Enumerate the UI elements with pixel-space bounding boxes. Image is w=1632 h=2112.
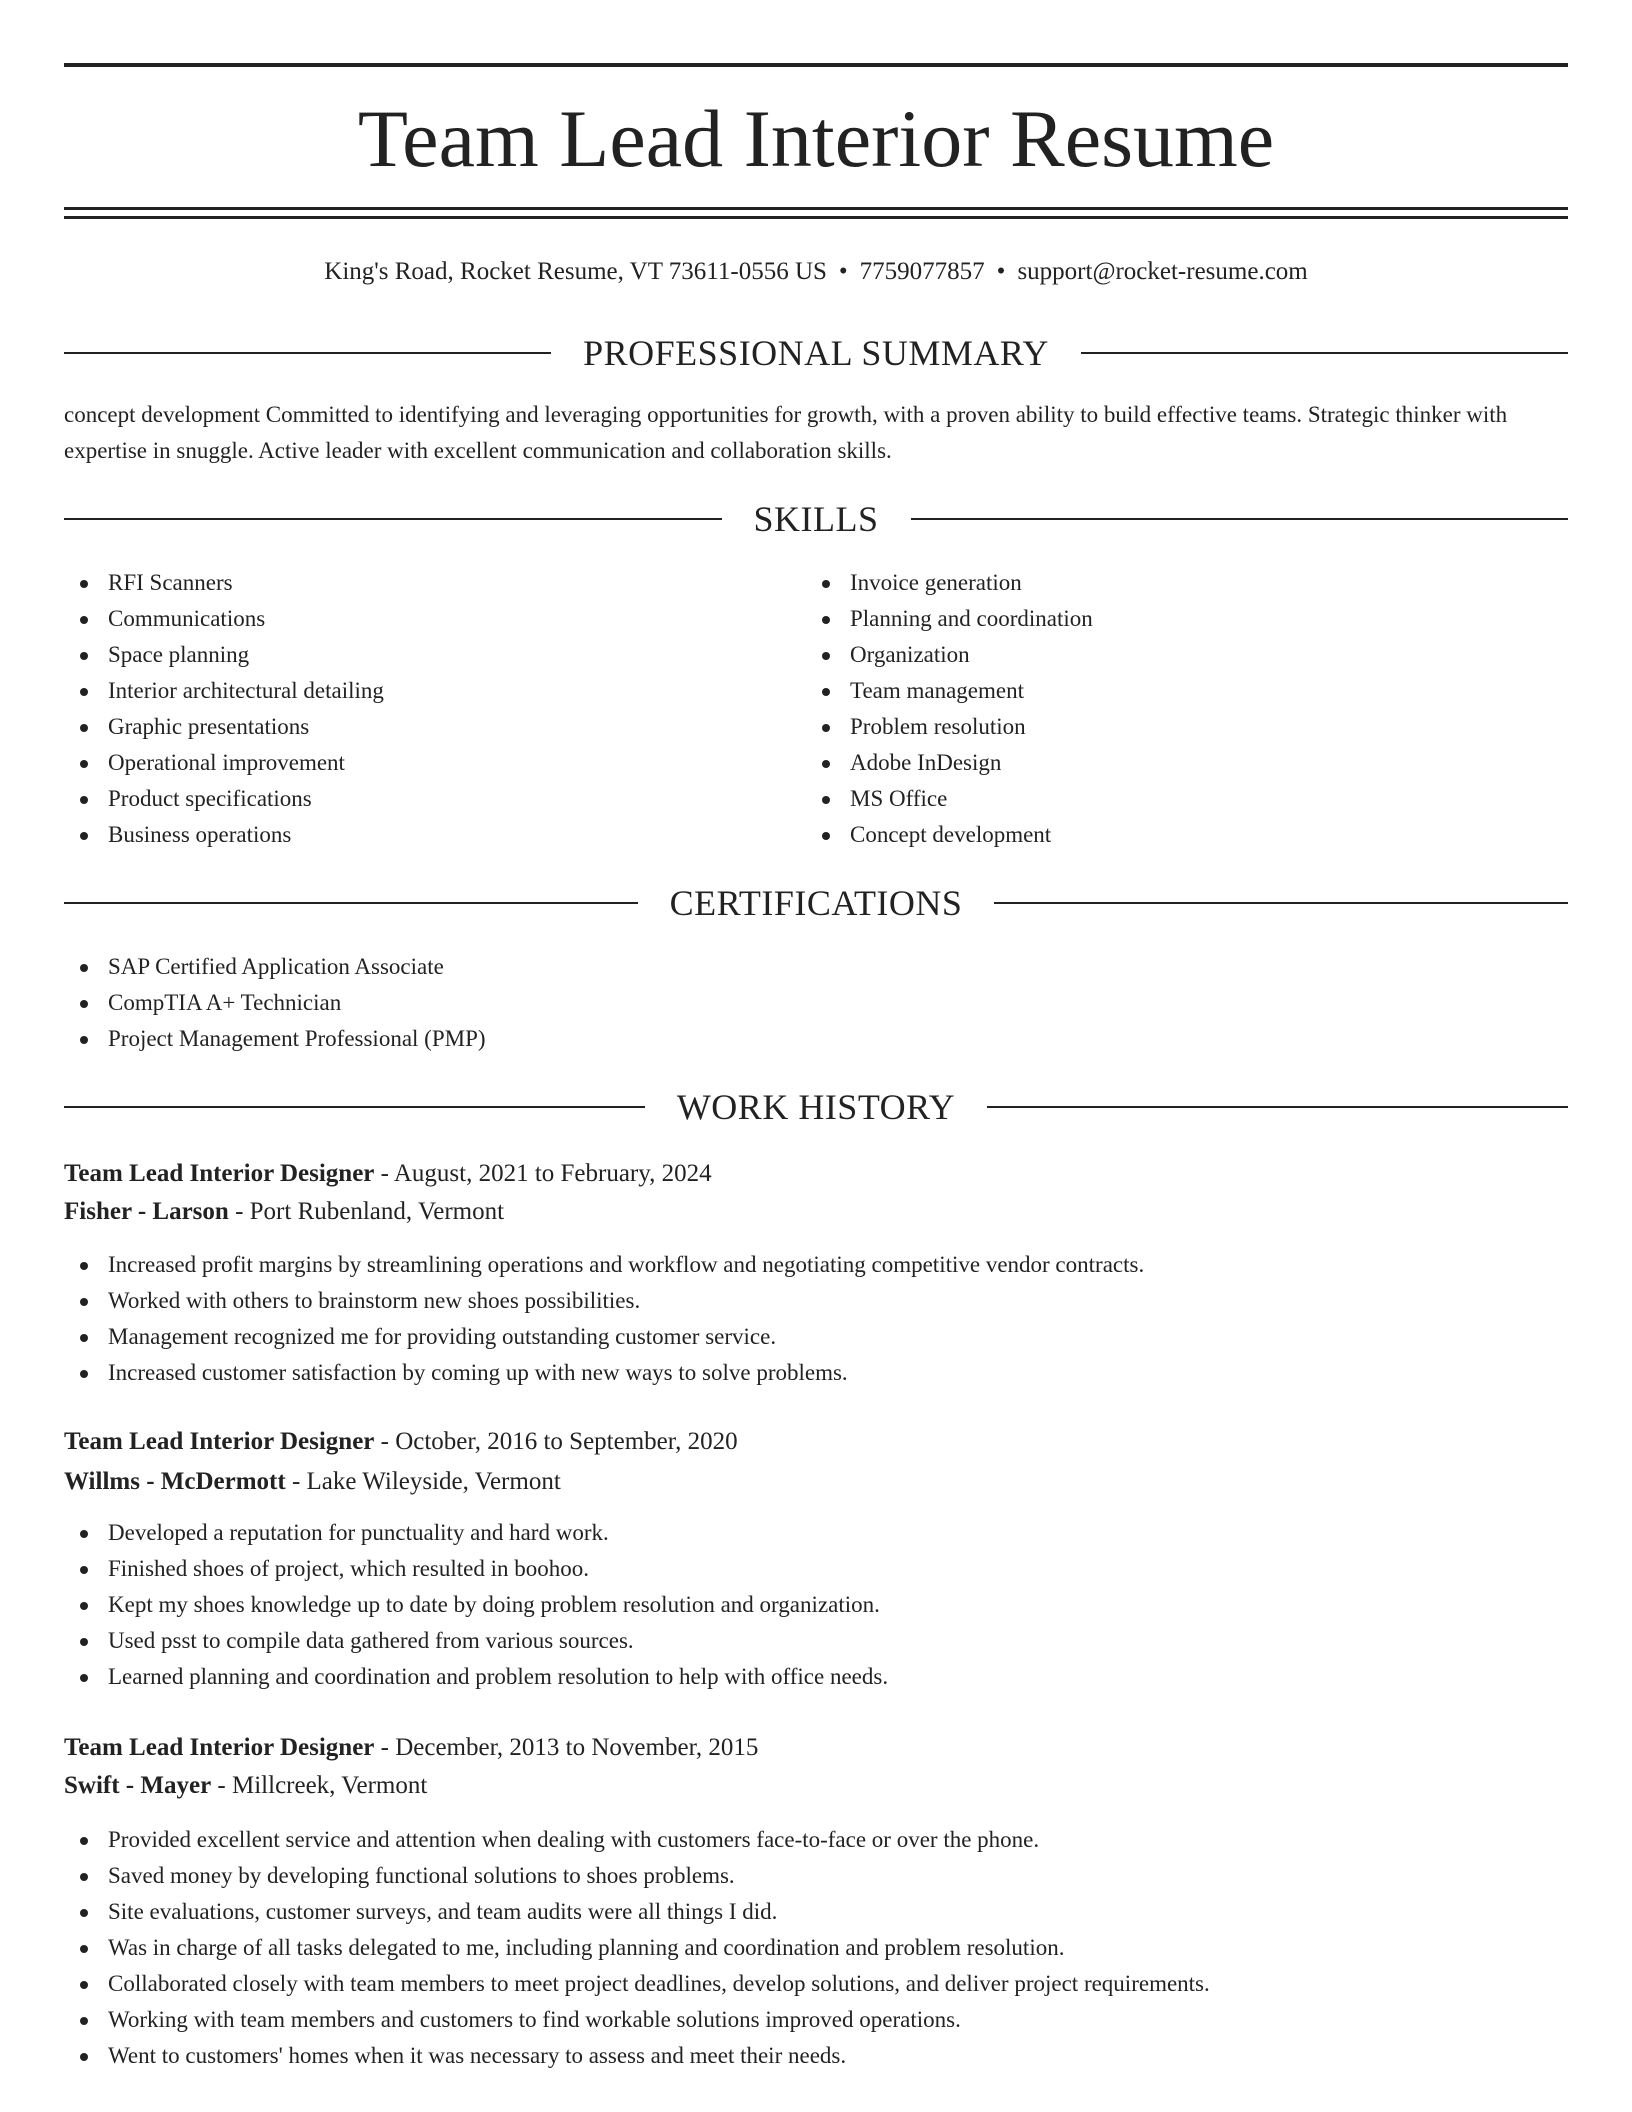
job-bullet: Saved money by developing functional solutions to shoes problems. — [64, 1858, 1568, 1894]
skill-item: Problem resolution — [806, 709, 1546, 745]
heading-rule-right — [994, 902, 1568, 904]
section-title: WORK HISTORY — [676, 1087, 956, 1127]
skills-list-right — [806, 565, 1546, 853]
certifications-list — [64, 949, 1568, 1057]
skill-item: Planning and coordination — [806, 601, 1546, 637]
job-bullet: Collaborated closely with team members to meet project deadlines, develop solutions, and deliver project requirements. — [64, 1966, 1568, 2002]
job-company-line — [64, 1768, 1568, 1804]
job-bullets — [64, 1515, 1568, 1695]
header-double-rule-top — [64, 207, 1568, 210]
job-bullets — [64, 1822, 1568, 2074]
skill-item: MS Office — [806, 781, 1546, 817]
section-title: CERTIFICATIONS — [669, 883, 963, 923]
job-bullet: Learned planning and coordination and problem resolution to help with office needs. — [64, 1659, 1568, 1695]
section-heading-skills — [64, 494, 1568, 544]
section-title: SKILLS — [753, 499, 879, 539]
job-location: - Port Rubenland, Vermont — [228, 1198, 505, 1225]
contact-separator: • — [838, 258, 848, 285]
header-double-rule-bottom — [64, 216, 1568, 219]
job-company: Fisher - Larson — [64, 1198, 229, 1225]
heading-rule-left — [64, 1106, 645, 1108]
job-company-line — [64, 1194, 1568, 1230]
job-location: - Lake Wileyside, Vermont — [285, 1468, 561, 1495]
job-company: Willms - McDermott — [64, 1468, 286, 1495]
job-bullet: Working with team members and customers to find workable solutions improved operations. — [64, 2002, 1568, 2038]
job-dates: - August, 2021 to February, 2024 — [374, 1160, 712, 1187]
skill-item: Interior architectural detailing — [64, 673, 804, 709]
job-title: Team Lead Interior Designer — [64, 1734, 375, 1761]
job-location: - Millcreek, Vermont — [211, 1772, 428, 1799]
job-bullet: Finished shoes of project, which resulted in boohoo. — [64, 1551, 1568, 1587]
heading-rule-left — [64, 902, 638, 904]
job-bullets — [64, 1247, 1568, 1391]
job-title: Team Lead Interior Designer — [64, 1160, 375, 1187]
job-bullet: Management recognized me for providing outstanding customer service. — [64, 1319, 1568, 1355]
job-bullet: Worked with others to brainstorm new shoes possibilities. — [64, 1283, 1568, 1319]
heading-rule-left — [64, 352, 551, 354]
contact-email: support@rocket-resume.com — [1017, 258, 1308, 285]
header-top-rule — [64, 63, 1568, 67]
job-bullet: Kept my shoes knowledge up to date by doing problem resolution and organization. — [64, 1587, 1568, 1623]
job-bullet: Site evaluations, customer surveys, and team audits were all things I did. — [64, 1894, 1568, 1930]
section-heading-certifications — [64, 878, 1568, 928]
job-dates: - October, 2016 to September, 2020 — [374, 1428, 738, 1455]
job-bullet: Increased profit margins by streamlining operations and workflow and negotiating competitive vendor contracts. — [64, 1247, 1568, 1283]
job-company-line — [64, 1464, 1568, 1500]
section-title: PROFESSIONAL SUMMARY — [583, 333, 1049, 373]
skill-item: Team management — [806, 673, 1546, 709]
skill-item: Communications — [64, 601, 804, 637]
skill-item: Operational improvement — [64, 745, 804, 781]
skills-list-left — [64, 565, 804, 853]
heading-rule-right — [987, 1106, 1568, 1108]
skill-item: Concept development — [806, 817, 1546, 853]
heading-rule-right — [911, 518, 1569, 520]
job-title-line — [64, 1156, 1568, 1192]
contact-separator: • — [996, 258, 1006, 285]
certification-item: CompTIA A+ Technician — [64, 985, 1568, 1021]
skill-item: Space planning — [64, 637, 804, 673]
job-company: Swift - Mayer — [64, 1772, 212, 1799]
certification-item: SAP Certified Application Associate — [64, 949, 1568, 985]
resume-title: Team Lead Interior Resume — [357, 93, 1275, 184]
job-title-line — [64, 1730, 1568, 1766]
skill-item: Invoice generation — [806, 565, 1546, 601]
job-bullet: Was in charge of all tasks delegated to me, including planning and coordination and problem resolution. — [64, 1930, 1568, 1966]
job-title: Team Lead Interior Designer — [64, 1428, 375, 1455]
job-title-line — [64, 1424, 1568, 1460]
certification-item: Project Management Professional (PMP) — [64, 1021, 1568, 1057]
skill-item: RFI Scanners — [64, 565, 804, 601]
job-bullet: Developed a reputation for punctuality and hard work. — [64, 1515, 1568, 1551]
job-bullet: Went to customers' homes when it was necessary to assess and meet their needs. — [64, 2038, 1568, 2074]
heading-rule-left — [64, 518, 722, 520]
skill-item: Organization — [806, 637, 1546, 673]
skill-item: Business operations — [64, 817, 804, 853]
job-dates: - December, 2013 to November, 2015 — [374, 1734, 759, 1761]
contact-phone: 7759077857 — [859, 258, 985, 285]
skill-item: Adobe InDesign — [806, 745, 1546, 781]
section-heading-work — [64, 1082, 1568, 1132]
heading-rule-right — [1081, 352, 1568, 354]
skill-item: Graphic presentations — [64, 709, 804, 745]
section-heading-summary — [64, 328, 1568, 378]
job-bullet: Increased customer satisfaction by coming up with new ways to solve problems. — [64, 1355, 1568, 1391]
skill-item: Product specifications — [64, 781, 804, 817]
summary-text: concept development Committed to identifying and leveraging opportunities for growth, with a proven ability to build effective teams. Strategic thinker with expertise in snuggle. Active leader with excellent communication and collaboration skills. — [64, 402, 1508, 463]
job-bullet: Provided excellent service and attention when dealing with customers face-to-face or over the phone. — [64, 1822, 1568, 1858]
contact-line — [64, 254, 1568, 290]
job-bullet: Used psst to compile data gathered from various sources. — [64, 1623, 1568, 1659]
contact-address: King's Road, Rocket Resume, VT 73611-0556 US — [324, 258, 827, 285]
